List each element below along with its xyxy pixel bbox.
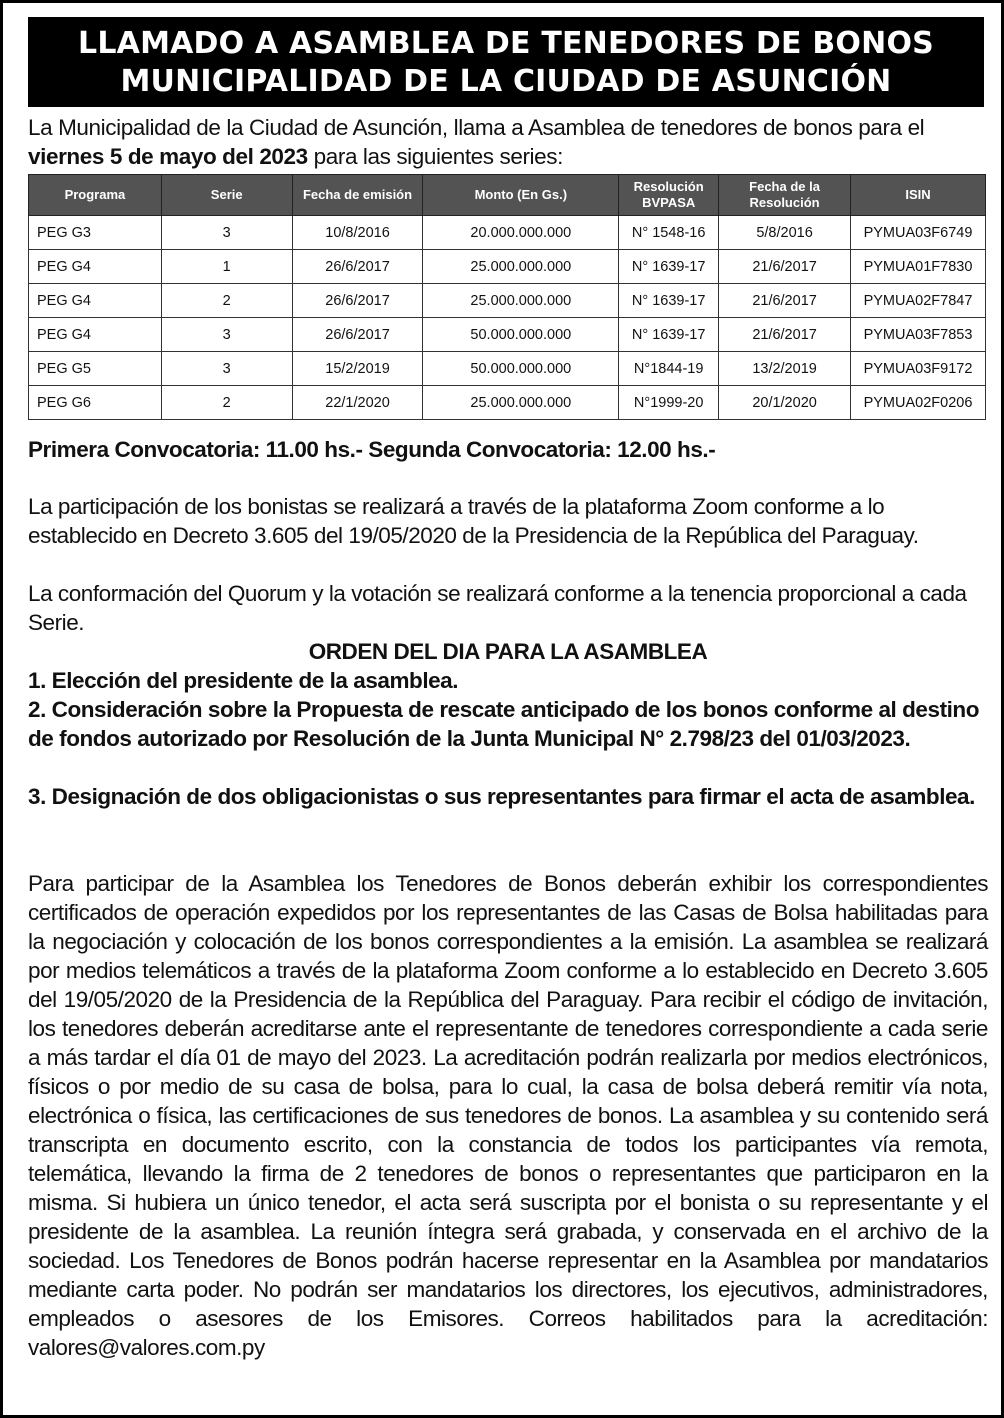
col-header-programa: Programa xyxy=(29,175,162,216)
table-row xyxy=(29,216,986,250)
cell-resolucion: N° 1639-17 xyxy=(619,284,719,318)
cell-monto: 20.000.000.000 xyxy=(423,216,619,250)
cell-fecha-resolucion: 21/6/2017 xyxy=(719,284,851,318)
cell-fecha-emision: 26/6/2017 xyxy=(292,284,423,318)
cell-fecha-resolucion: 21/6/2017 xyxy=(719,250,851,284)
cell-monto: 25.000.000.000 xyxy=(423,386,619,420)
cell-serie: 2 xyxy=(161,284,292,318)
cell-fecha-emision: 26/6/2017 xyxy=(292,250,423,284)
cell-isin: PYMUA03F7853 xyxy=(851,318,986,352)
cell-programa: PEG G4 xyxy=(29,284,162,318)
cell-resolucion: N°1999-20 xyxy=(619,386,719,420)
col-header-fecha-emision: Fecha de emisión xyxy=(292,175,423,216)
convocatoria-line: Primera Convocatoria: 11.00 hs.- Segunda Convocatoria: 12.00 hs.- xyxy=(28,437,716,462)
col-header-fecha-resolucion-l2: Resolución xyxy=(749,195,820,210)
cell-fecha-emision: 26/6/2017 xyxy=(292,318,423,352)
cell-resolucion: N° 1639-17 xyxy=(619,318,719,352)
cell-isin: PYMUA02F0206 xyxy=(851,386,986,420)
cell-programa: PEG G3 xyxy=(29,216,162,250)
quorum-paragraph: La conformación del Quorum y la votación se realizará conforme a la tenencia proporcional a cada Serie. xyxy=(28,581,967,635)
intro-paragraph xyxy=(28,113,986,171)
cell-fecha-resolucion: 20/1/2020 xyxy=(719,386,851,420)
intro-text-after: para las siguientes series: xyxy=(307,144,563,169)
intro-date: viernes 5 de mayo del 2023 xyxy=(28,144,308,169)
col-header-resolucion-l1: Resolución xyxy=(633,179,704,194)
col-header-resolucion-l2: BVPASA xyxy=(642,195,696,210)
participacion-paragraph: La participación de los bonistas se realizará a través de la plataforma Zoom conforme a lo establecido en Decreto 3.605 del 19/05/2020 de la Presidencia de la República del Paraguay. xyxy=(28,494,919,548)
title-banner xyxy=(28,17,984,107)
cell-monto: 50.000.000.000 xyxy=(423,352,619,386)
cell-programa: PEG G4 xyxy=(29,318,162,352)
cell-monto: 25.000.000.000 xyxy=(423,250,619,284)
cell-fecha-emision: 10/8/2016 xyxy=(292,216,423,250)
col-header-resolucion xyxy=(619,175,719,216)
table-header-row xyxy=(29,175,986,216)
cell-resolucion: N° 1639-17 xyxy=(619,250,719,284)
col-header-fecha-resolucion-l1: Fecha de la xyxy=(749,179,820,194)
cell-serie: 3 xyxy=(161,216,292,250)
cell-programa: PEG G5 xyxy=(29,352,162,386)
col-header-serie: Serie xyxy=(161,175,292,216)
orden-title: ORDEN DEL DIA PARA LA ASAMBLEA xyxy=(308,639,708,664)
cell-serie: 3 xyxy=(161,318,292,352)
cell-resolucion: N°1844-19 xyxy=(619,352,719,386)
cell-fecha-resolucion: 5/8/2016 xyxy=(719,216,851,250)
cell-isin: PYMUA02F7847 xyxy=(851,284,986,318)
cell-isin: PYMUA03F9172 xyxy=(851,352,986,386)
orden-item-1: 1. Elección del presidente de la asamblea. xyxy=(28,668,459,693)
orden-item-2: 2. Consideración sobre la Propuesta de rescate anticipado de los bonos conforme al destino de fondos autorizado por Resolución de la Junta Municipal N° 2.798/23 del 01/03/2023. xyxy=(28,697,979,751)
cell-fecha-resolucion: 13/2/2019 xyxy=(719,352,851,386)
cell-serie: 2 xyxy=(161,386,292,420)
table-row xyxy=(29,318,986,352)
orden-item-3: 3. Designación de dos obligacionistas o sus representantes para firmar el acta de asamblea. xyxy=(28,784,975,809)
col-header-monto: Monto (En Gs.) xyxy=(423,175,619,216)
col-header-fecha-resolucion xyxy=(719,175,851,216)
final-paragraph: Para participar de la Asamblea los Tenedores de Bonos deberán exhibir los correspondientes certificados de operación expedidos por los representantes de las Casas de Bolsa habilitadas para la negociación y colocación de los bonos correspondientes a la emisión. La asamblea se realizará por medios telemáticos a través de la plataforma Zoom conforme a lo establecido en Decreto 3.605 del 19/05/2020 de la Presidencia de la República del Paraguay. Para recibir el código de invitación, los tenedores deberán acreditarse ante el representante de tenedores correspondiente a cada serie a más tardar el día 01 de mayo del 2023. La acreditación podrán realizarla por medios electrónicos, físicos o por medio de su casa de bolsa, para lo cual, la casa de bolsa deberá remitir vía nota, electrónica o física, las certificaciones de sus tenedores de bonos. La asamblea y su contenido será transcripta en documento escrito, con la constancia de todos los participantes vía remota, telemática, llevando la firma de 2 tenedores de bonos o representantes que participaron en la misma. Si hubiera un único tenedor, el acta será suscripta por el bonista o su representante y el presidente de la asamblea. La reunión íntegra será grabada, y conservada en el archivo de la sociedad. Los Tenedores de Bonos podrán hacerse representar en la Asamblea por mandatarios mediante carta poder. No podrán ser mandatarios los directores, los ejecutivos, administradores, empleados o asesores de los Emisores. Correos habilitados para la acreditación: valores@valores.com.py xyxy=(28,871,988,1360)
cell-fecha-resolucion: 21/6/2017 xyxy=(719,318,851,352)
cell-fecha-emision: 22/1/2020 xyxy=(292,386,423,420)
cell-resolucion: N° 1548-16 xyxy=(619,216,719,250)
cell-isin: PYMUA03F6749 xyxy=(851,216,986,250)
cell-serie: 3 xyxy=(161,352,292,386)
cell-programa: PEG G4 xyxy=(29,250,162,284)
title-line-2: MUNICIPALIDAD DE LA CIUDAD DE ASUNCIÓN xyxy=(120,64,892,99)
table-row xyxy=(29,352,986,386)
cell-programa: PEG G6 xyxy=(29,386,162,420)
cell-isin: PYMUA01F7830 xyxy=(851,250,986,284)
cell-monto: 25.000.000.000 xyxy=(423,284,619,318)
title-line-1: LLAMADO A ASAMBLEA DE TENEDORES DE BONOS xyxy=(78,26,934,61)
series-table xyxy=(28,174,986,420)
cell-fecha-emision: 15/2/2019 xyxy=(292,352,423,386)
table-row xyxy=(29,250,986,284)
cell-monto: 50.000.000.000 xyxy=(423,318,619,352)
cell-serie: 1 xyxy=(161,250,292,284)
table-row xyxy=(29,386,986,420)
table-row xyxy=(29,284,986,318)
col-header-isin: ISIN xyxy=(851,175,986,216)
intro-text-before: La Municipalidad de la Ciudad de Asunción, llama a Asamblea de tenedores de bonos para el xyxy=(28,115,925,140)
